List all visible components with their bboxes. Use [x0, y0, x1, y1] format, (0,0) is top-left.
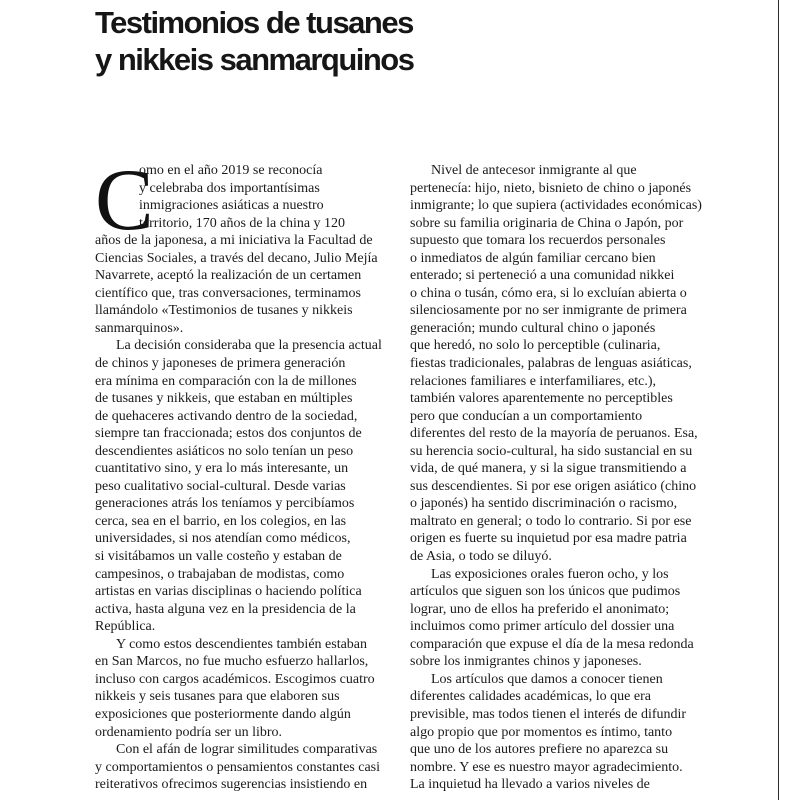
text-line: de tusanes y nikkeis, que estaban en múltiples: [95, 391, 353, 407]
text-line: llamándolo «Testimonios de tusanes y nikkeis: [95, 303, 353, 319]
article-title: [95, 4, 413, 78]
text-line: diferentes calidades académicas, lo que era: [410, 689, 651, 705]
text-line: inmigraciones asiáticas a nuestro: [139, 198, 324, 214]
text-line: universidades, si nos atendían como médicos,: [95, 531, 351, 547]
text-line: siempre tan fraccionada; estos dos conjuntos de: [95, 426, 362, 442]
text-line: La decisión consideraba que la presencia actual: [116, 338, 382, 354]
text-line: que uno de los autores prefiere no aparezca su: [410, 742, 669, 758]
text-line: incluso con cargos académicos. Escogimos cuatro: [95, 671, 375, 687]
text-line: era mínima en comparación con la de millones: [95, 373, 357, 389]
text-line: origen es fuerte su inquietud por esa madre patria: [410, 531, 687, 547]
text-line: Los artículos que damos a conocer tienen: [431, 671, 663, 687]
text-line: Con el afán de lograr similitudes comparativas: [116, 742, 378, 758]
text-line: vida, de qué manera, y si la sigue transmitiendo a: [410, 461, 687, 477]
text-line: sanmarquinos».: [95, 320, 184, 336]
text-line: reiterativos ofrecimos sugerencias insistiendo en: [95, 777, 368, 793]
text-line: descendientes asiáticos no solo tenían un peso: [95, 443, 354, 459]
drop-cap: C: [95, 152, 154, 249]
text-line: también valores aparentemente no perceptibles: [410, 391, 673, 407]
text-line: cerca, sea en el barrio, en los colegios, en las: [95, 513, 347, 529]
left-column: [95, 152, 395, 794]
text-line: nikkeis y seis tusanes para que elaboren sus: [95, 689, 340, 705]
text-line: sobre los inmigrantes chinos y japoneses.: [410, 654, 642, 670]
text-line: sus descendientes. Si por ese origen asiático (chino: [410, 478, 697, 494]
page-edge-rule: [778, 0, 779, 800]
title-line: y nikkeis sanmarquinos: [95, 42, 414, 77]
text-line: sobre su familia originaria de China o Japón, por: [410, 215, 684, 231]
text-line: de Asia, o todo se diluyó.: [410, 549, 552, 565]
title-line: Testimonios de tusanes: [95, 5, 413, 40]
text-line: fiestas tradicionales, palabras de lenguas asiáticas,: [410, 356, 692, 372]
text-line: algo propio que por momentos es íntimo, tanto: [410, 724, 673, 740]
text-line: nombre. Y ese es nuestro mayor agradecimiento.: [410, 759, 683, 775]
text-line: Y como estos descendientes también estaban: [116, 636, 368, 652]
text-line: o japonés) ha sentido discriminación o racismo,: [410, 496, 678, 512]
text-line: artículos que siguen son los únicos que pudimos: [410, 584, 681, 600]
text-line: peso cualitativo social-cultural. Desde varias: [95, 478, 346, 494]
text-line: campesinos, o trabajaban de modistas, como: [95, 566, 345, 582]
text-line: ordenamiento podría ser un libro.: [95, 724, 283, 740]
text-line: pertenecía: hijo, nieto, bisnieto de chino o japonés: [410, 180, 692, 196]
text-line: inmigrante; lo que supiera (actividades económicas): [410, 198, 702, 214]
text-line: o inmediatos de algún familiar cercano bien: [410, 250, 656, 266]
text-line: generaciones atrás los teníamos y percibíamos: [95, 496, 355, 512]
text-line: de quehaceres activando dentro de la sociedad,: [95, 408, 358, 424]
text-line: maltrato en general; o todo lo contrario. Si por ese: [410, 513, 692, 529]
text-line: en San Marcos, no fue mucho esfuerzo hallarlos,: [95, 654, 369, 670]
text-line: años de la japonesa, a mi iniciativa la Facultad de: [95, 233, 373, 249]
text-line: si visitábamos un valle costeño y estaban de: [95, 549, 342, 565]
text-line: y celebraba dos importantísimas: [139, 180, 320, 196]
text-line: comparación que expuse el día de la mesa redonda: [410, 636, 694, 652]
text-line: omo en el año 2019 se reconocía: [139, 163, 323, 178]
text-line: activa, hasta alguna vez en la presidencia de la: [95, 601, 356, 617]
text-line: científico que, tras conversaciones, terminamos: [95, 285, 361, 301]
text-line: artistas en varias disciplinas o haciendo política: [95, 584, 362, 600]
text-line: La inquietud ha llevado a varios niveles de: [410, 777, 650, 793]
text-line: previsible, mas todos tienen el interés de difundir: [410, 706, 687, 722]
text-line: que heredó, no solo lo perceptible (culinaria,: [410, 338, 661, 354]
text-line: territorio, 170 años de la china y 120: [139, 215, 346, 231]
text-line: diferentes del resto de la mayoría de peruanos. Esa,: [410, 426, 698, 442]
text-line: incluimos como primer artículo del dossier una: [410, 619, 675, 635]
text-line: y comportamientos o pensamientos constantes casi: [95, 759, 380, 775]
text-line: exposiciones que posteriormente dando algún: [95, 706, 351, 722]
right-column: [410, 162, 710, 794]
text-line: relaciones familiares e interfamiliares, etc.),: [410, 373, 657, 389]
text-line: enterado; si perteneció a una comunidad nikkei: [410, 268, 675, 284]
text-line: República.: [95, 619, 156, 635]
text-line: generación; mundo cultural chino o japonés: [410, 320, 656, 336]
text-line: de chinos y japoneses de primera generación: [95, 356, 346, 372]
text-line: pero que conducían a un comportamiento: [410, 408, 643, 424]
text-line: lograr, uno de ellos ha preferido el anonimato;: [410, 601, 670, 617]
text-line: su herencia socio-cultural, ha sido sustancial en su: [410, 443, 693, 459]
text-line: supuesto que tomara los recuerdos personales: [410, 233, 666, 249]
text-line: Nivel de antecesor inmigrante al que: [431, 163, 637, 178]
text-line: Ciencias Sociales, a través del decano, Julio Mejía: [95, 250, 378, 266]
text-line: cuantitativo sino, y era lo más interesante, un: [95, 461, 349, 477]
text-line: Las exposiciones orales fueron ocho, y los: [431, 566, 669, 582]
text-line: silenciosamente por no ser inmigrante de primera: [410, 303, 687, 319]
text-line: o china o tusán, cómo era, si lo excluían abierta o: [410, 285, 687, 301]
text-line: Navarrete, aceptó la realización de un certamen: [95, 268, 362, 284]
